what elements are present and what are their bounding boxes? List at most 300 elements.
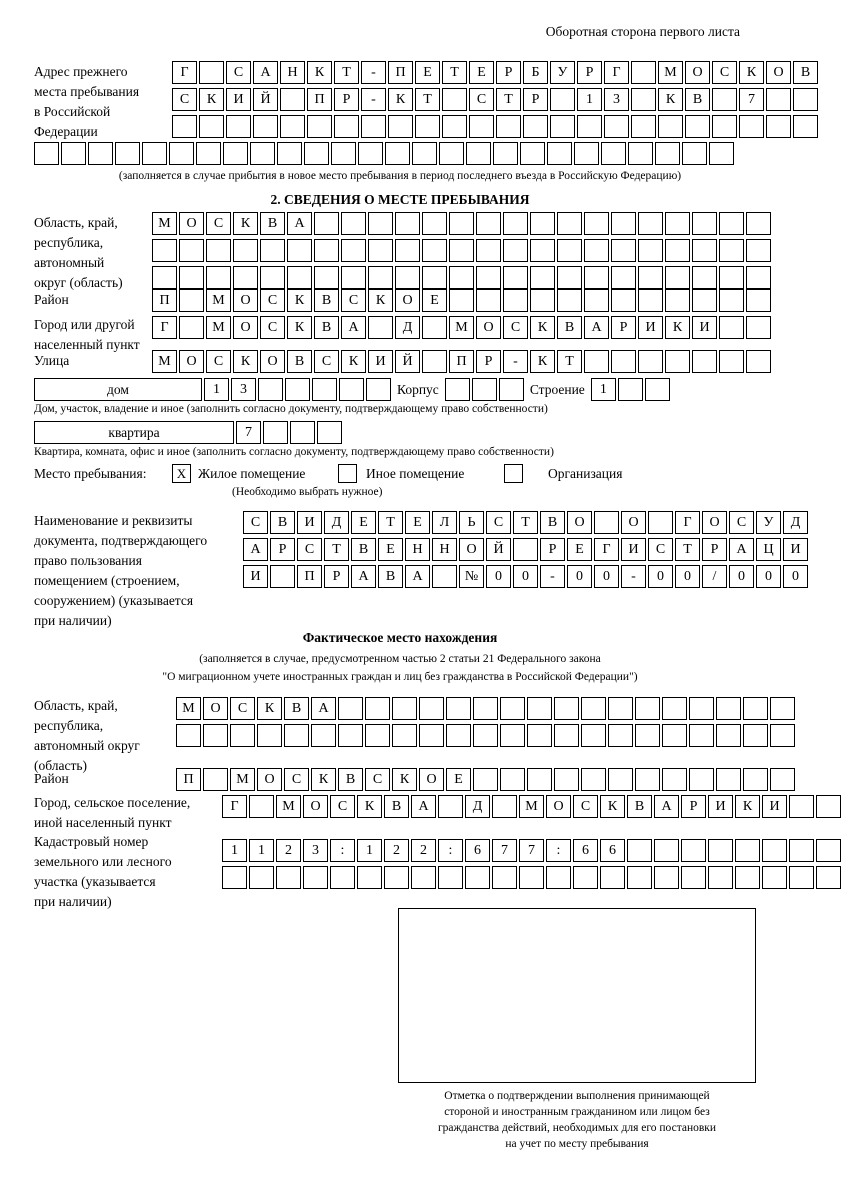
char-cell[interactable]: 1 xyxy=(591,378,616,401)
char-cell[interactable]: К xyxy=(739,61,764,84)
char-cell[interactable] xyxy=(152,239,177,262)
char-cell[interactable] xyxy=(331,142,356,165)
char-cell[interactable] xyxy=(530,266,555,289)
char-cell[interactable] xyxy=(276,866,301,889)
char-cell[interactable] xyxy=(689,724,714,747)
char-cell[interactable]: О xyxy=(621,511,646,534)
char-cell[interactable] xyxy=(712,115,737,138)
char-cell[interactable]: Т xyxy=(324,538,349,561)
char-cell[interactable]: М xyxy=(519,795,544,818)
char-cell[interactable] xyxy=(654,866,679,889)
char-cell[interactable]: Г xyxy=(152,316,177,339)
char-cell[interactable]: В xyxy=(338,768,363,791)
char-cell[interactable]: С xyxy=(172,88,197,111)
char-cell[interactable]: 0 xyxy=(567,565,592,588)
char-cell[interactable]: А xyxy=(351,565,376,588)
char-cell[interactable] xyxy=(527,768,552,791)
char-cell[interactable] xyxy=(816,795,841,818)
char-cell[interactable] xyxy=(600,866,625,889)
char-cell[interactable]: 1 xyxy=(249,839,274,862)
char-cell[interactable]: Т xyxy=(415,88,440,111)
char-cell[interactable]: М xyxy=(152,350,177,373)
char-cell[interactable] xyxy=(499,378,524,401)
char-cell[interactable] xyxy=(357,866,382,889)
char-cell[interactable]: М xyxy=(658,61,683,84)
char-cell[interactable]: С xyxy=(729,511,754,534)
char-cell[interactable]: В xyxy=(540,511,565,534)
char-cell[interactable] xyxy=(746,316,771,339)
char-cell[interactable] xyxy=(422,316,447,339)
char-cell[interactable]: 7 xyxy=(236,421,261,444)
char-cell[interactable] xyxy=(712,88,737,111)
char-cell[interactable] xyxy=(557,289,582,312)
char-cell[interactable] xyxy=(179,289,204,312)
char-cell[interactable]: Н xyxy=(280,61,305,84)
char-cell[interactable]: 7 xyxy=(492,839,517,862)
char-cell[interactable]: В xyxy=(284,697,309,720)
char-cell[interactable] xyxy=(708,839,733,862)
char-cell[interactable]: И xyxy=(708,795,733,818)
char-cell[interactable]: Е xyxy=(405,511,430,534)
char-cell[interactable]: Р xyxy=(334,88,359,111)
char-cell[interactable]: И xyxy=(226,88,251,111)
char-cell[interactable]: В xyxy=(287,350,312,373)
char-cell[interactable]: Р xyxy=(681,795,706,818)
char-cell[interactable] xyxy=(203,768,228,791)
char-cell[interactable] xyxy=(770,724,795,747)
char-cell[interactable]: 7 xyxy=(739,88,764,111)
char-cell[interactable]: К xyxy=(199,88,224,111)
char-cell[interactable]: 6 xyxy=(573,839,598,862)
char-cell[interactable] xyxy=(250,142,275,165)
document-row[interactable] xyxy=(243,538,810,561)
char-cell[interactable] xyxy=(692,212,717,235)
char-cell[interactable]: Г xyxy=(594,538,619,561)
char-cell[interactable] xyxy=(692,239,717,262)
char-cell[interactable]: О xyxy=(685,61,710,84)
char-cell[interactable] xyxy=(573,866,598,889)
char-cell[interactable] xyxy=(314,239,339,262)
char-cell[interactable] xyxy=(648,511,673,534)
char-cell[interactable]: 0 xyxy=(648,565,673,588)
char-cell[interactable] xyxy=(638,239,663,262)
char-cell[interactable]: 2 xyxy=(276,839,301,862)
char-cell[interactable]: С xyxy=(314,350,339,373)
char-cell[interactable] xyxy=(584,212,609,235)
char-cell[interactable] xyxy=(662,724,687,747)
char-cell[interactable] xyxy=(260,266,285,289)
char-cell[interactable]: С xyxy=(243,511,268,534)
char-cell[interactable] xyxy=(169,142,194,165)
char-cell[interactable] xyxy=(492,795,517,818)
char-cell[interactable]: И xyxy=(762,795,787,818)
char-cell[interactable] xyxy=(361,115,386,138)
char-cell[interactable] xyxy=(635,697,660,720)
char-cell[interactable] xyxy=(500,768,525,791)
char-cell[interactable] xyxy=(716,724,741,747)
char-cell[interactable]: И xyxy=(243,565,268,588)
char-cell[interactable]: С xyxy=(230,697,255,720)
char-cell[interactable]: Г xyxy=(222,795,247,818)
char-cell[interactable] xyxy=(523,115,548,138)
char-cell[interactable]: Л xyxy=(432,511,457,534)
char-cell[interactable]: Р xyxy=(496,61,521,84)
char-cell[interactable] xyxy=(442,115,467,138)
char-cell[interactable] xyxy=(442,88,467,111)
document-row[interactable] xyxy=(243,565,810,588)
char-cell[interactable]: Б xyxy=(523,61,548,84)
char-cell[interactable] xyxy=(88,142,113,165)
char-cell[interactable]: С xyxy=(486,511,511,534)
char-cell[interactable]: П xyxy=(176,768,201,791)
char-cell[interactable] xyxy=(368,212,393,235)
char-cell[interactable]: О xyxy=(476,316,501,339)
char-cell[interactable] xyxy=(681,839,706,862)
char-cell[interactable]: К xyxy=(665,316,690,339)
char-cell[interactable] xyxy=(366,378,391,401)
char-cell[interactable]: С xyxy=(365,768,390,791)
char-cell[interactable]: Е xyxy=(446,768,471,791)
char-cell[interactable] xyxy=(611,212,636,235)
prev-address-row[interactable] xyxy=(172,88,820,111)
char-cell[interactable] xyxy=(746,239,771,262)
char-cell[interactable] xyxy=(199,61,224,84)
char-cell[interactable] xyxy=(638,350,663,373)
char-cell[interactable] xyxy=(196,142,221,165)
char-cell[interactable] xyxy=(449,239,474,262)
char-cell[interactable]: Д xyxy=(783,511,808,534)
char-cell[interactable] xyxy=(449,266,474,289)
char-cell[interactable]: М xyxy=(230,768,255,791)
char-cell[interactable] xyxy=(638,289,663,312)
char-cell[interactable]: В xyxy=(384,795,409,818)
char-cell[interactable] xyxy=(392,724,417,747)
char-cell[interactable]: Р xyxy=(476,350,501,373)
char-cell[interactable]: - xyxy=(621,565,646,588)
char-cell[interactable]: № xyxy=(459,565,484,588)
section2-district-row[interactable] xyxy=(152,289,773,312)
char-cell[interactable]: О xyxy=(395,289,420,312)
char-cell[interactable]: О xyxy=(233,289,258,312)
char-cell[interactable] xyxy=(628,142,653,165)
char-cell[interactable] xyxy=(473,724,498,747)
char-cell[interactable]: В xyxy=(270,511,295,534)
char-cell[interactable] xyxy=(311,724,336,747)
checkbox-empty[interactable] xyxy=(338,464,357,483)
stay-type-checkbox-organization[interactable] xyxy=(504,464,523,483)
char-cell[interactable] xyxy=(307,115,332,138)
char-cell[interactable] xyxy=(584,266,609,289)
char-cell[interactable] xyxy=(61,142,86,165)
char-cell[interactable] xyxy=(554,697,579,720)
char-cell[interactable] xyxy=(719,289,744,312)
char-cell[interactable] xyxy=(253,115,278,138)
char-cell[interactable]: М xyxy=(276,795,301,818)
char-cell[interactable] xyxy=(263,421,288,444)
char-cell[interactable] xyxy=(665,350,690,373)
char-cell[interactable]: А xyxy=(341,316,366,339)
char-cell[interactable] xyxy=(608,724,633,747)
char-cell[interactable]: А xyxy=(405,565,430,588)
char-cell[interactable]: Й xyxy=(253,88,278,111)
char-cell[interactable]: О xyxy=(567,511,592,534)
char-cell[interactable] xyxy=(438,866,463,889)
char-cell[interactable] xyxy=(662,768,687,791)
char-cell[interactable] xyxy=(793,88,818,111)
char-cell[interactable] xyxy=(557,266,582,289)
section2-region-row[interactable] xyxy=(152,212,773,235)
char-cell[interactable]: Е xyxy=(378,538,403,561)
char-cell[interactable] xyxy=(793,115,818,138)
char-cell[interactable] xyxy=(746,289,771,312)
char-cell[interactable] xyxy=(449,289,474,312)
char-cell[interactable]: - xyxy=(540,565,565,588)
char-cell[interactable] xyxy=(395,239,420,262)
char-cell[interactable] xyxy=(638,212,663,235)
char-cell[interactable] xyxy=(249,795,274,818)
char-cell[interactable] xyxy=(743,724,768,747)
char-cell[interactable] xyxy=(203,724,228,747)
char-cell[interactable] xyxy=(469,115,494,138)
char-cell[interactable] xyxy=(500,697,525,720)
checkbox-empty[interactable] xyxy=(504,464,523,483)
char-cell[interactable] xyxy=(419,697,444,720)
char-cell[interactable]: В xyxy=(351,538,376,561)
char-cell[interactable]: 1 xyxy=(357,839,382,862)
char-cell[interactable] xyxy=(466,142,491,165)
char-cell[interactable]: О xyxy=(203,697,228,720)
char-cell[interactable] xyxy=(368,266,393,289)
char-cell[interactable]: В xyxy=(260,212,285,235)
char-cell[interactable] xyxy=(584,289,609,312)
char-cell[interactable] xyxy=(199,115,224,138)
char-cell[interactable] xyxy=(258,378,283,401)
char-cell[interactable] xyxy=(411,866,436,889)
stay-type-checkbox-other[interactable] xyxy=(338,464,357,483)
stay-type-option-other[interactable]: Иное помещение xyxy=(366,466,465,481)
char-cell[interactable]: Ц xyxy=(756,538,781,561)
char-cell[interactable]: 0 xyxy=(675,565,700,588)
char-cell[interactable] xyxy=(789,795,814,818)
char-cell[interactable]: Т xyxy=(378,511,403,534)
char-cell[interactable]: Т xyxy=(334,61,359,84)
char-cell[interactable]: О xyxy=(459,538,484,561)
char-cell[interactable]: В xyxy=(685,88,710,111)
char-cell[interactable]: А xyxy=(243,538,268,561)
char-cell[interactable]: К xyxy=(368,289,393,312)
char-cell[interactable]: Е xyxy=(415,61,440,84)
char-cell[interactable] xyxy=(365,697,390,720)
char-cell[interactable] xyxy=(330,866,355,889)
char-cell[interactable] xyxy=(527,697,552,720)
char-cell[interactable]: С xyxy=(648,538,673,561)
char-cell[interactable] xyxy=(222,866,247,889)
char-cell[interactable] xyxy=(223,142,248,165)
char-cell[interactable]: Г xyxy=(675,511,700,534)
char-cell[interactable]: 2 xyxy=(384,839,409,862)
char-cell[interactable] xyxy=(662,697,687,720)
char-cell[interactable] xyxy=(658,115,683,138)
char-cell[interactable] xyxy=(422,212,447,235)
char-cell[interactable] xyxy=(270,565,295,588)
char-cell[interactable]: К xyxy=(257,697,282,720)
char-cell[interactable]: О xyxy=(303,795,328,818)
char-cell[interactable]: С xyxy=(206,212,231,235)
char-cell[interactable]: М xyxy=(449,316,474,339)
char-cell[interactable] xyxy=(654,839,679,862)
char-cell[interactable]: А xyxy=(287,212,312,235)
char-cell[interactable] xyxy=(142,142,167,165)
char-cell[interactable] xyxy=(432,565,457,588)
char-cell[interactable]: К xyxy=(530,350,555,373)
char-cell[interactable] xyxy=(280,88,305,111)
char-cell[interactable] xyxy=(422,266,447,289)
char-cell[interactable] xyxy=(789,866,814,889)
char-cell[interactable] xyxy=(233,239,258,262)
char-cell[interactable] xyxy=(496,115,521,138)
char-cell[interactable] xyxy=(312,378,337,401)
char-cell[interactable] xyxy=(692,350,717,373)
char-cell[interactable]: Т xyxy=(513,511,538,534)
char-cell[interactable]: 0 xyxy=(783,565,808,588)
char-cell[interactable]: Р xyxy=(523,88,548,111)
char-cell[interactable]: В xyxy=(314,289,339,312)
char-cell[interactable] xyxy=(285,378,310,401)
char-cell[interactable] xyxy=(179,239,204,262)
char-cell[interactable]: Р xyxy=(324,565,349,588)
char-cell[interactable] xyxy=(358,142,383,165)
char-cell[interactable]: К xyxy=(287,316,312,339)
char-cell[interactable]: П xyxy=(307,88,332,111)
char-cell[interactable]: Р xyxy=(577,61,602,84)
section2-region-row[interactable] xyxy=(152,239,773,262)
char-cell[interactable] xyxy=(446,724,471,747)
char-cell[interactable] xyxy=(638,266,663,289)
section2-house-row[interactable] xyxy=(34,378,672,401)
char-cell[interactable] xyxy=(816,866,841,889)
char-cell[interactable] xyxy=(608,697,633,720)
char-cell[interactable]: 0 xyxy=(486,565,511,588)
char-cell[interactable] xyxy=(257,724,282,747)
char-cell[interactable] xyxy=(685,115,710,138)
char-cell[interactable] xyxy=(388,115,413,138)
char-cell[interactable]: М xyxy=(152,212,177,235)
char-cell[interactable]: Е xyxy=(422,289,447,312)
char-cell[interactable]: Й xyxy=(395,350,420,373)
char-cell[interactable] xyxy=(179,316,204,339)
char-cell[interactable]: А xyxy=(311,697,336,720)
char-cell[interactable] xyxy=(449,212,474,235)
char-cell[interactable] xyxy=(665,212,690,235)
char-cell[interactable] xyxy=(665,266,690,289)
char-cell[interactable]: О xyxy=(233,316,258,339)
char-cell[interactable]: О xyxy=(179,350,204,373)
char-cell[interactable] xyxy=(317,421,342,444)
char-cell[interactable] xyxy=(631,88,656,111)
stay-type-option-residential[interactable]: Жилое помещение xyxy=(198,466,306,481)
char-cell[interactable] xyxy=(581,724,606,747)
char-cell[interactable] xyxy=(438,795,463,818)
char-cell[interactable] xyxy=(554,724,579,747)
section2-city-row[interactable] xyxy=(152,316,773,339)
prev-address-row[interactable] xyxy=(34,142,736,165)
char-cell[interactable] xyxy=(762,866,787,889)
char-cell[interactable]: 2 xyxy=(411,839,436,862)
cadastral-row[interactable] xyxy=(222,839,843,862)
char-cell[interactable]: С xyxy=(469,88,494,111)
char-cell[interactable]: А xyxy=(584,316,609,339)
char-cell[interactable]: К xyxy=(311,768,336,791)
char-cell[interactable]: Е xyxy=(469,61,494,84)
char-cell[interactable] xyxy=(574,142,599,165)
char-cell[interactable]: Й xyxy=(486,538,511,561)
char-cell[interactable]: О xyxy=(766,61,791,84)
char-cell[interactable]: А xyxy=(411,795,436,818)
char-cell[interactable] xyxy=(395,212,420,235)
char-cell[interactable] xyxy=(338,697,363,720)
char-cell[interactable] xyxy=(368,316,393,339)
char-cell[interactable]: К xyxy=(357,795,382,818)
char-cell[interactable] xyxy=(419,724,444,747)
char-cell[interactable] xyxy=(422,350,447,373)
char-cell[interactable] xyxy=(503,212,528,235)
char-cell[interactable] xyxy=(395,266,420,289)
char-cell[interactable]: С xyxy=(573,795,598,818)
char-cell[interactable]: Н xyxy=(405,538,430,561)
char-cell[interactable]: 0 xyxy=(756,565,781,588)
char-cell[interactable]: С xyxy=(712,61,737,84)
char-cell[interactable] xyxy=(581,697,606,720)
char-cell[interactable]: О xyxy=(179,212,204,235)
char-cell[interactable]: П xyxy=(449,350,474,373)
char-cell[interactable]: С xyxy=(503,316,528,339)
char-cell[interactable] xyxy=(692,266,717,289)
char-cell[interactable] xyxy=(530,212,555,235)
char-cell[interactable]: : xyxy=(330,839,355,862)
char-cell[interactable] xyxy=(476,212,501,235)
char-cell[interactable] xyxy=(473,697,498,720)
char-cell[interactable] xyxy=(284,724,309,747)
char-cell[interactable] xyxy=(766,88,791,111)
char-cell[interactable]: С xyxy=(260,289,285,312)
char-cell[interactable]: К xyxy=(388,88,413,111)
char-cell[interactable] xyxy=(743,768,768,791)
char-cell[interactable] xyxy=(655,142,680,165)
section2-street-row[interactable] xyxy=(152,350,773,373)
char-cell[interactable] xyxy=(473,768,498,791)
char-cell[interactable] xyxy=(520,142,545,165)
char-cell[interactable] xyxy=(692,289,717,312)
char-cell[interactable]: 0 xyxy=(729,565,754,588)
char-cell[interactable]: И xyxy=(297,511,322,534)
actual-district-row[interactable] xyxy=(176,768,797,791)
char-cell[interactable] xyxy=(206,266,231,289)
char-cell[interactable] xyxy=(314,266,339,289)
char-cell[interactable] xyxy=(519,866,544,889)
char-cell[interactable] xyxy=(645,378,670,401)
char-cell[interactable] xyxy=(341,212,366,235)
char-cell[interactable]: С xyxy=(297,538,322,561)
char-cell[interactable] xyxy=(368,239,393,262)
char-cell[interactable] xyxy=(230,724,255,747)
char-cell[interactable] xyxy=(746,212,771,235)
char-cell[interactable]: О xyxy=(257,768,282,791)
char-cell[interactable] xyxy=(557,239,582,262)
char-cell[interactable]: П xyxy=(152,289,177,312)
char-cell[interactable] xyxy=(611,350,636,373)
char-cell[interactable]: : xyxy=(546,839,571,862)
char-cell[interactable] xyxy=(500,724,525,747)
